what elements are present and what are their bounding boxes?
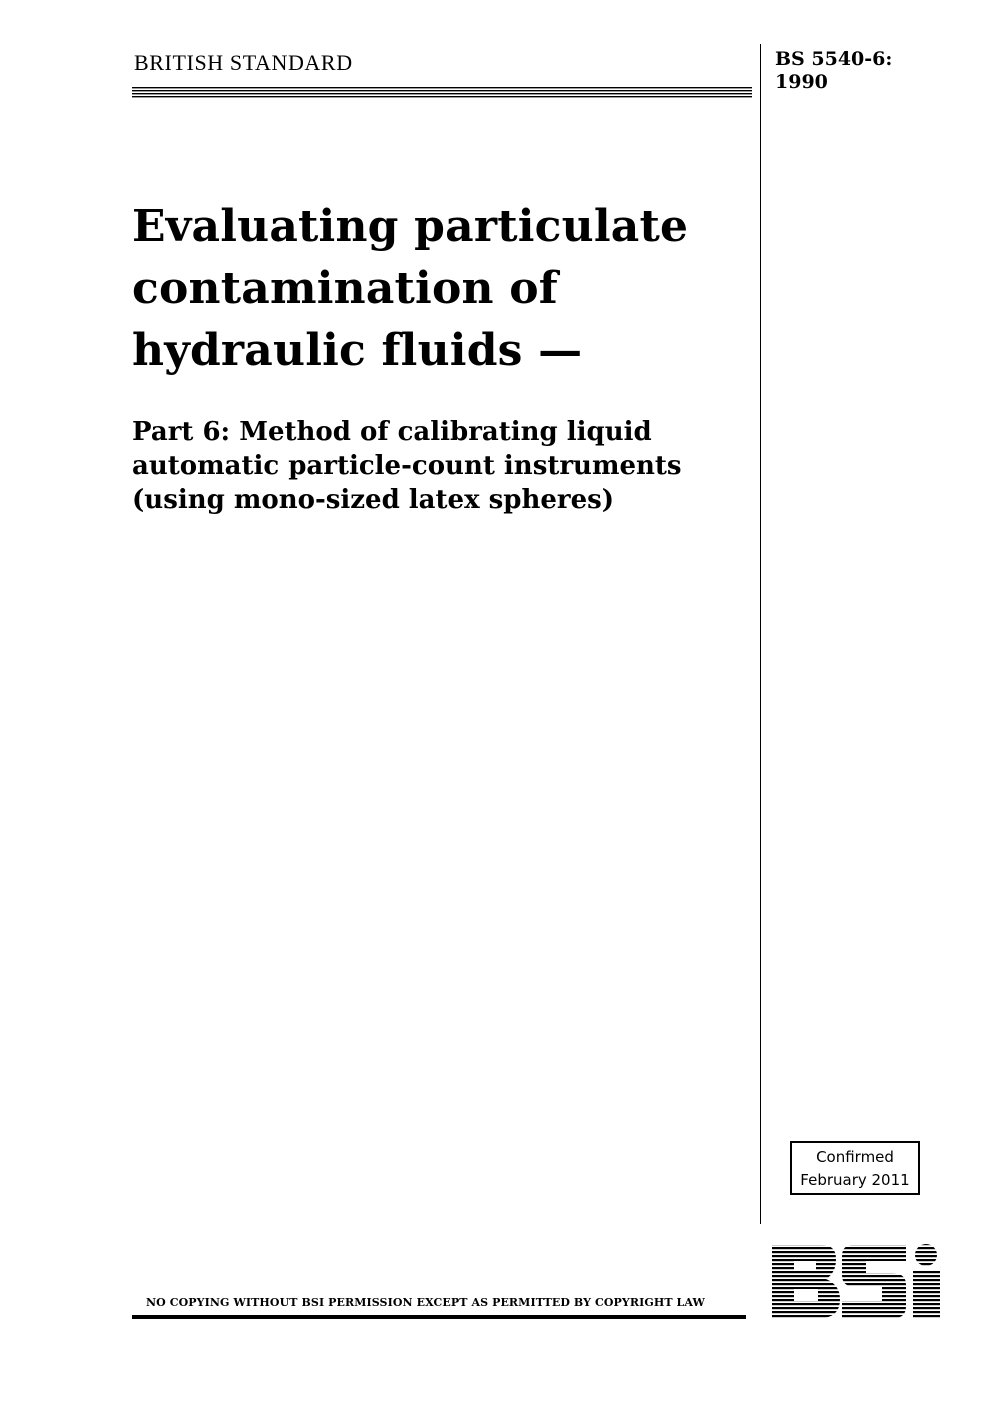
title-line: Evaluating particulate bbox=[132, 201, 689, 252]
title-line: hydraulic fluids — bbox=[132, 325, 583, 376]
copyright-notice: NO COPYING WITHOUT BSI PERMISSION EXCEPT AS PERMITTED BY COPYRIGHT LAW bbox=[146, 1296, 705, 1309]
standard-number-code: BS 5540-6: bbox=[775, 48, 893, 70]
bsi-logo bbox=[770, 1243, 945, 1320]
document-subtitle bbox=[132, 415, 752, 517]
confirmation-stamp bbox=[790, 1141, 920, 1195]
document-title bbox=[132, 196, 752, 382]
subtitle-line: (using mono-sized latex spheres) bbox=[132, 485, 615, 515]
footer-rule bbox=[132, 1315, 746, 1319]
subtitle-line: automatic particle-count instruments bbox=[132, 451, 682, 481]
header-rule bbox=[132, 87, 752, 98]
standard-number bbox=[775, 48, 892, 94]
confirmation-status: Confirmed bbox=[816, 1148, 894, 1166]
column-divider bbox=[760, 44, 761, 1224]
subtitle-line: Part 6: Method of calibrating liquid bbox=[132, 417, 652, 447]
confirmation-date: February 2011 bbox=[800, 1171, 910, 1189]
publication-type-label: BRITISH STANDARD bbox=[134, 50, 353, 75]
title-line: contamination of bbox=[132, 263, 558, 314]
standard-number-year: 1990 bbox=[775, 71, 828, 93]
